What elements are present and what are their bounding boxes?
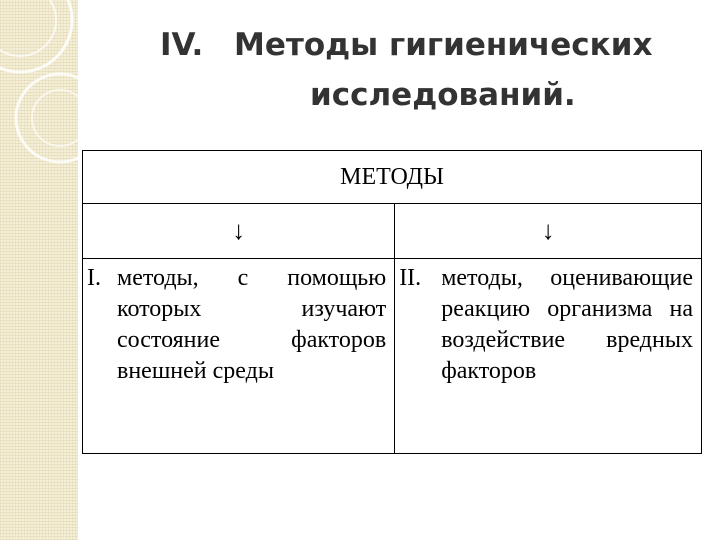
item-text: методы, оценивающие реакцию организма на воздействие вредных факторов xyxy=(441,265,693,384)
header-cell: МЕТОДЫ xyxy=(83,151,702,204)
title-line-2: исследований. xyxy=(310,77,576,113)
methods-table xyxy=(82,150,702,454)
item-marker: II. xyxy=(399,265,422,291)
circle-ornament-icon xyxy=(0,0,78,540)
title-number: IV. xyxy=(160,27,204,63)
decorative-side-strip xyxy=(0,0,78,540)
slide-title xyxy=(160,20,680,120)
title-line-1 xyxy=(160,20,680,70)
table-row xyxy=(83,151,702,204)
item-text: методы, с помощью которых изучают состояние факторов внешней среды xyxy=(117,265,387,384)
arrow-down-icon: ↓ xyxy=(83,204,395,259)
method-cell-left xyxy=(83,259,395,454)
method-cell-right xyxy=(395,259,702,454)
title-text-1: Методы гигиенических xyxy=(234,27,653,63)
item-marker: I. xyxy=(87,265,101,291)
arrow-down-icon: ↓ xyxy=(395,204,702,259)
list-item xyxy=(83,263,394,387)
list-item xyxy=(395,263,701,387)
table-row xyxy=(83,204,702,259)
table-row xyxy=(83,259,702,454)
